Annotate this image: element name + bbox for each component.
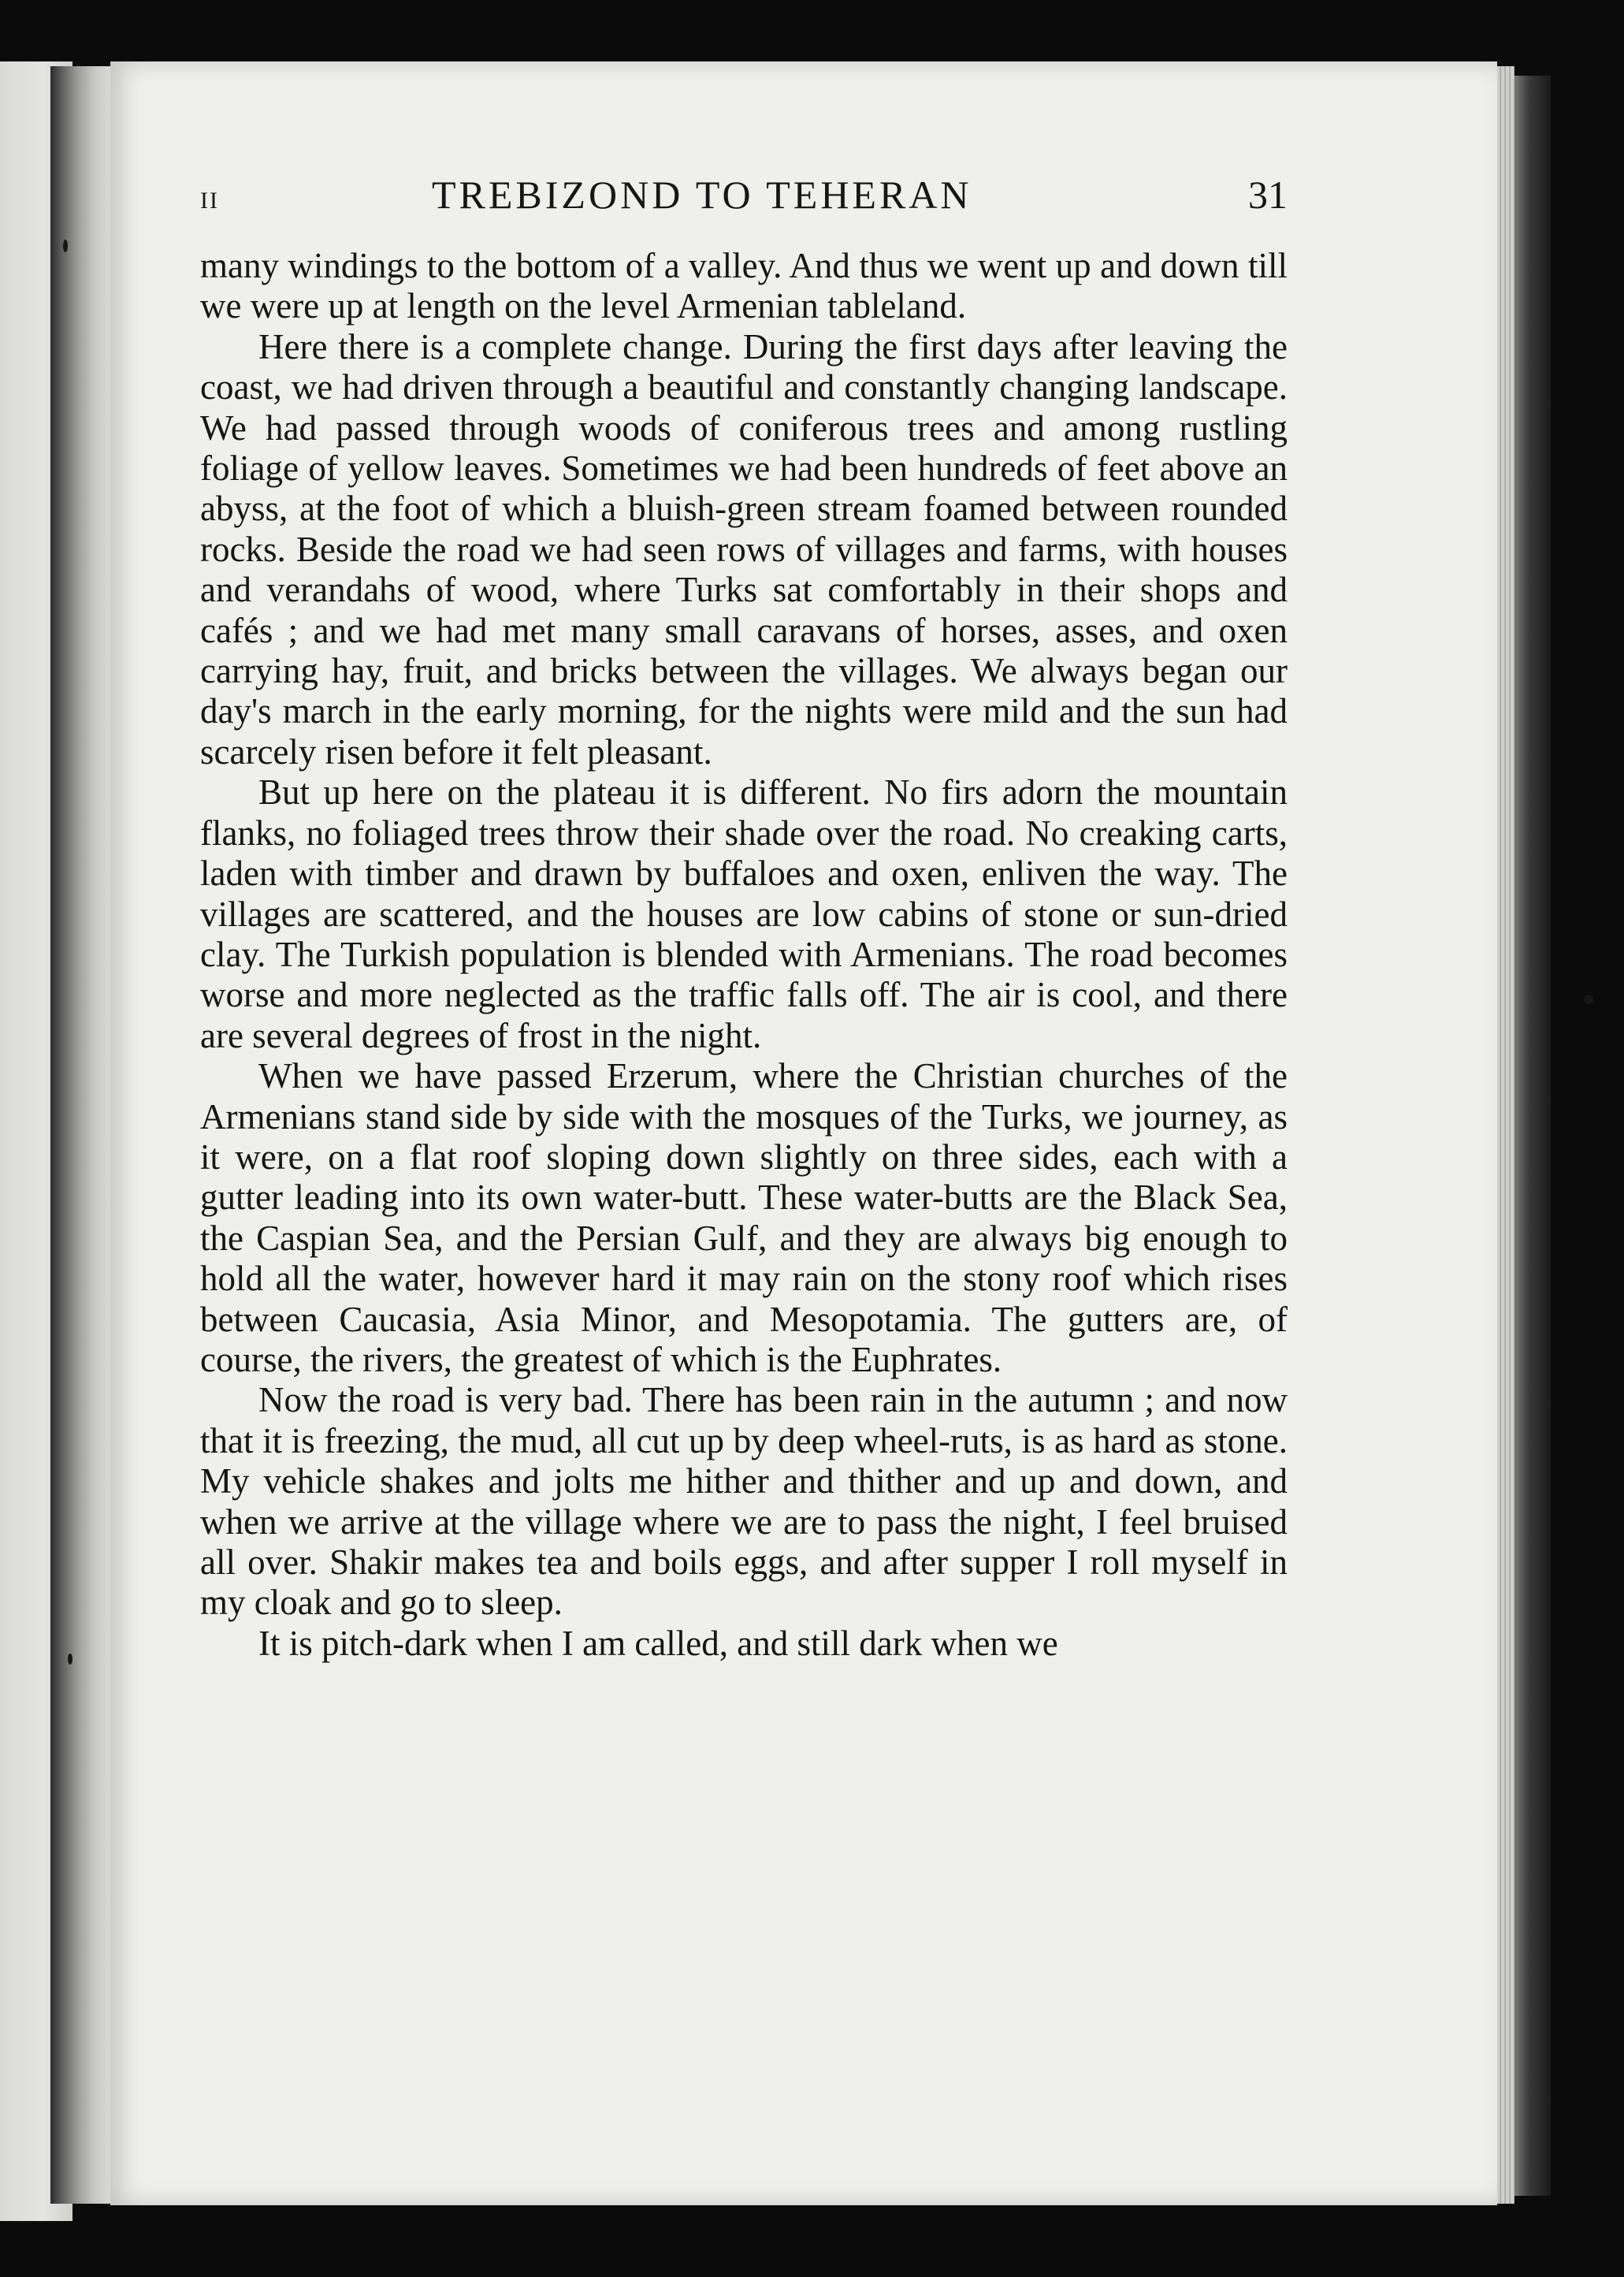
chapter-numeral: II [200,188,219,214]
page-stack-edge [1497,66,1514,2204]
book-cover-edge [1514,76,1551,2196]
running-title: TREBIZOND TO TEHERAN [432,173,972,217]
paragraph-continued: many windings to the bottom of a valley. And thus we went up and down till we were up at length on the level Armenian tableland. [200,246,1288,326]
scan-speck [68,1654,72,1665]
scan-speck [1584,995,1593,1004]
paragraph: But up here on the plateau it is different. No firs adorn the mountain flanks, no foliaged trees throw their shade over the road. No creaking carts, laden with timber and drawn by buffaloes and oxen, enliven the way. The villages are scattered, and the houses are low cabins of stone or sun-dried clay. The Turkish population is blended with Armenians. The road becomes worse and more neglected as the traffic falls off. The air is cool, and there are several degrees of frost in the night. [200,772,1288,1055]
body-text [200,246,1288,1664]
scan-speck [63,240,68,252]
page-number: 31 [1248,173,1288,217]
running-header [200,172,1288,227]
paragraph: When we have passed Erzerum, where the Christian churches of the Armenians stand side by side with the mosques of the Turks, we journey, as it were, on a flat roof sloping down slightly on three sides, each with a gutter leading into its own water-butt. These water-butts are the Black Sea, the Caspian Sea, and the Persian Gulf, and they are always big enough to hold all the water, however hard it may rain on the stony roof which rises between Caucasia, Asia Minor, and Mesopotamia. The gutters are, of course, the rivers, the greatest of which is the Euphrates. [200,1056,1288,1379]
paragraph: Now the road is very bad. There has been rain in the autumn ; and now that it is freezing, the mud, all cut up by deep wheel-ruts, is as hard as stone. My vehicle shakes and jolts me hither and thither and up and down, and when we arrive at the village where we are to pass the night, I feel bruised all over. Shakir makes tea and boils eggs, and after supper I roll myself in my cloak and go to sleep. [200,1380,1288,1623]
paragraph: It is pitch-dark when I am called, and still dark when we [258,1623,1058,1663]
paragraph: Here there is a complete change. During the first days after leaving the coast, we had driven through a beautiful and constantly changing landscape. We had passed through woods of coniferous trees and among rustling foliage of yellow leaves. Sometimes we had been hundreds of feet above an abyss, at the foot of which a bluish-green stream foamed between rounded rocks. Beside the road we had seen rows of villages and farms, with houses and verandahs of wood, where Turks sat comfortably in their shops and cafés ; and we had met many small caravans of horses, asses, and oxen carrying hay, fruit, and bricks between the villages. We always began our day's march in the early morning, for the nights were mild and the sun had scarcely risen before it felt pleasant. [200,326,1288,772]
